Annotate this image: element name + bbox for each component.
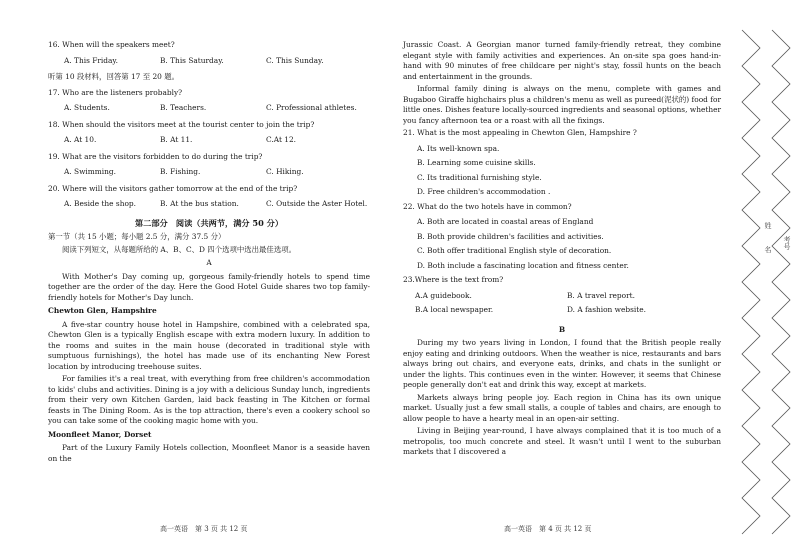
passage-b-paragraph: Markets always bring people joy. Each region in China has its own unique market. Usually just a few small stalls, a couple of tables and chairs, are enough to allow people to have a hearty meal in an open-air setting. xyxy=(403,392,721,423)
question-21-options xyxy=(403,144,721,198)
question-20-options xyxy=(48,199,370,210)
option: A. Beside the shop. xyxy=(64,199,136,208)
passage-b-paragraph: Living in Beijing year-round, I have always complained that it is too much of a metropolis, too much concrete and steel. It wasn't until I went to the suburban markets that I discovered a xyxy=(403,426,721,456)
option: C. Professional athletes. xyxy=(266,103,357,112)
passage-a-paragraph: A five-star country house hotel in Hampshire, combined with a celebrated spa, Chewton Glen is a typically English escape with extra modern luxury. In addition to the rooms and suites in the main house (decorated in traditional style with sumptuous furnishings), the hotel has made use of its enchanting New Forest location by introducing treehouse suites. xyxy=(48,319,370,371)
question-23: 23.Where is the text from? xyxy=(403,275,504,284)
passage-a-label: A xyxy=(206,258,212,267)
reading-instructions: 阅读下列短文，从每题所给的 A、B、C、D 四个选项中选出最佳选项。 xyxy=(62,244,296,254)
question-23-options xyxy=(403,291,721,320)
page-footer-left: 高一英语 第 3 页 共 12 页 xyxy=(160,525,248,533)
option: A. Swimming. xyxy=(64,167,117,176)
passage-a-paragraph: Jurassic Coast. A Georgian manor turned family-friendly retreat, they combine elegant style with family activities and experiences. An on-site spa goes hand-in-hand with 90 minutes of free childcare per night's stay, fossil hunts on the beach and entertainment in the grounds. xyxy=(403,40,721,81)
question-22: 22. What do the two hotels have in common? xyxy=(403,201,572,211)
option: B. At 11. xyxy=(160,135,193,144)
option: C. Hiking. xyxy=(266,167,304,176)
option: C. This Sunday. xyxy=(266,55,324,65)
option: C. Its traditional furnishing style. xyxy=(417,172,542,182)
margin-label: 名 xyxy=(764,246,772,253)
hotel-heading-1: Chewton Glen, Hampshire xyxy=(48,306,157,315)
option: D. Free children's accommodation . xyxy=(417,187,551,196)
option: A. This Friday. xyxy=(64,55,118,65)
option: B. At the bus station. xyxy=(160,199,239,208)
option: D. A fashion website. xyxy=(567,305,646,314)
margin-label: 姓 xyxy=(764,222,772,229)
option: C. Outside the Aster Hotel. xyxy=(266,199,368,208)
passage-a-paragraph: Informal family dining is always on the menu, complete with games and Bugaboo Giraffe highchairs plus a children's menu as well as pureed(泥状的) food for little ones. Dishes feature locally-sourced ingredients and seasonal options, whether you fancy afternoon tea or a roast with all the fixings. xyxy=(403,84,721,125)
right-column xyxy=(403,40,721,460)
passage-a-paragraph: For families it's a real treat, with everything from free children's accommodation to kids' clubs and activities. Dining is a joy with a delicious Sunday lunch, ingredients from their very own Kitchen Garden, laid back feasting in The Kitchen or formal feasts in The Dining Room. As is the top attraction, there's even a cookery school so you can take some of the cooking magic home with you. xyxy=(48,374,370,425)
option: A. At 10. xyxy=(64,135,97,144)
question-20: 20. Where will the visitors gather tomorrow at the end of the trip? xyxy=(48,183,298,193)
section-1-info: 第一节（共 15 小题；每小题 2.5 分，满分 37.5 分） xyxy=(48,232,226,241)
hotel-heading-2: Moonfleet Manor, Dorset xyxy=(48,429,152,439)
option: A.A guidebook. xyxy=(415,290,472,300)
reading-heading: 第二部分 阅读（共两节，满分 50 分） xyxy=(134,217,284,228)
option: B. Teachers. xyxy=(160,103,207,112)
question-17-options xyxy=(48,103,370,114)
option: C. Both offer traditional English style of decoration. xyxy=(417,246,612,255)
question-16-options xyxy=(48,56,370,67)
option: A. Students. xyxy=(64,103,110,112)
question-18-options xyxy=(48,135,370,146)
question-16: 16. When will the speakers meet? xyxy=(48,40,175,49)
option: B.A local newspaper. xyxy=(415,305,494,314)
question-19-options xyxy=(48,167,370,178)
passage-b-paragraph: During my two years living in London, I found that the British people really enjoy eating and drinking outdoors. When the weather is nice, restaurants and bars always bring out chairs, and everyone eats, drinks, and chats in the sunlight or under the lights. This continues even in the winter. However, it seems that Chinese people generally don't eat and drink this way, except at markets. xyxy=(403,338,721,389)
page-footer-right: 高一英语 第 4 页 共 12 页 xyxy=(504,525,592,533)
option: B. Fishing. xyxy=(160,167,201,176)
option: B. Both provide children's facilities and activities. xyxy=(417,231,604,241)
passage-b-label: B xyxy=(558,324,566,334)
option: B. A travel report. xyxy=(567,290,635,300)
option: A. Both are located in coastal areas of England xyxy=(417,217,594,226)
question-17: 17. Who are the listeners probably? xyxy=(48,87,183,97)
option: A. Its well-known spa. xyxy=(417,143,500,153)
zigzag-line xyxy=(730,0,800,552)
option: B. This Saturday. xyxy=(160,55,224,65)
passage-a-paragraph: Part of the Luxury Family Hotels collection, Moonfleet Manor is a seaside haven on the xyxy=(48,443,370,463)
question-18: 18. When should the visitors meet at the tourist center to join the trip? xyxy=(48,119,315,129)
margin-label: 考号 xyxy=(783,236,791,250)
passage-a-intro: With Mother's Day coming up, gorgeous family-friendly hotels to spend time together are the order of the day. Here the Good Hotel Guide shares two top family-friendly hotels for Mother's Day lunch. xyxy=(48,271,370,302)
left-column xyxy=(48,40,370,466)
option: D. Both include a fascinating location and fitness center. xyxy=(417,260,629,270)
question-21: 21. What is the most appealing in Chewton Glen, Hampshire ? xyxy=(403,128,637,137)
option: B. Learning some cuisine skills. xyxy=(417,158,536,167)
listening-intro: 听第 10 段材料，回答第 17 至 20 题。 xyxy=(48,72,179,81)
binding-margin xyxy=(730,0,800,552)
option: C.At 12. xyxy=(266,135,297,144)
question-22-options xyxy=(403,217,721,271)
question-19: 19. What are the visitors forbidden to do during the trip? xyxy=(48,151,263,161)
